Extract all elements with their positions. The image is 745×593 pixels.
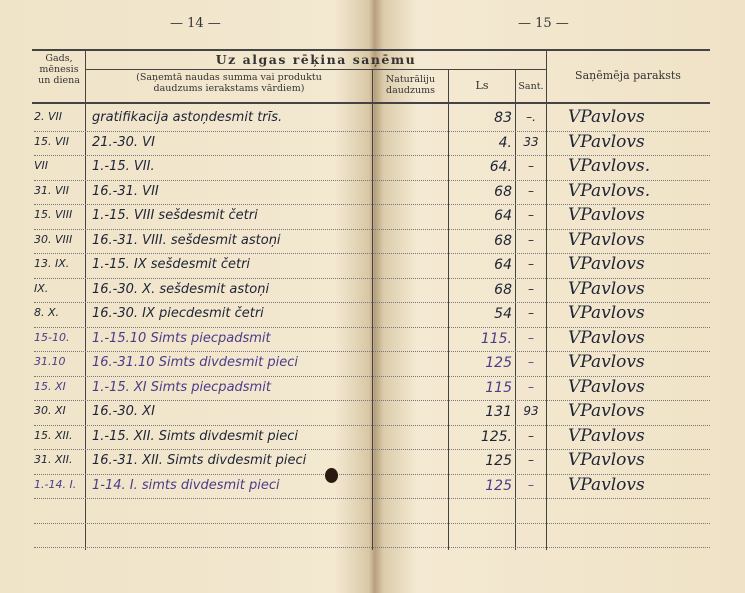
row-description: 1.-15. IX sešdesmit četri	[92, 257, 251, 272]
row-signature: VPavlovs	[568, 450, 645, 470]
row-date: IX.	[34, 282, 49, 295]
row-date: 30. VIII	[34, 233, 73, 246]
row-description: 1-14. I. simts divdesmit pieci	[92, 478, 280, 493]
top-rule	[32, 49, 710, 51]
row-description: 21.-30. VI	[92, 135, 155, 150]
row-description: gratifikacija astoņdesmit trīs.	[92, 110, 283, 125]
subheader-rule	[86, 69, 546, 70]
row-amount-ls: 4.	[498, 135, 512, 151]
row-signature: VPavlovs	[568, 377, 645, 397]
ink-blot	[325, 468, 338, 483]
col-rule-natural	[448, 70, 449, 550]
row-amount-sant: –.	[526, 110, 536, 124]
row-date: 8. X.	[34, 306, 60, 319]
col-rule-sant	[546, 50, 547, 550]
row-amount-sant: 93	[523, 404, 539, 418]
col-rule-desc	[372, 70, 373, 550]
row-signature: VPavlovs	[568, 426, 645, 446]
header-signature: Saņēmēja paraksts	[575, 69, 681, 82]
row-description: 16.-31. XII. Simts divdesmit pieci	[92, 453, 307, 468]
row-signature: VPavlovs	[568, 401, 645, 421]
row-amount-sant: –	[528, 208, 534, 222]
row-description: 16.-30. XI	[92, 404, 155, 419]
row-amount-sant: –	[528, 306, 534, 320]
row-amount-ls: 125.	[480, 429, 512, 445]
col-rule-date	[85, 50, 86, 550]
row-signature: VPavlovs	[568, 107, 645, 127]
row-date: 15. XII.	[34, 429, 73, 442]
row-date: 1.-14. I.	[34, 478, 77, 491]
row-signature: VPavlovs	[568, 230, 645, 250]
row-rule	[34, 523, 710, 524]
row-rule	[34, 547, 710, 548]
row-amount-ls: 64	[494, 208, 512, 224]
page-number-left: — 14 —	[170, 16, 221, 31]
row-signature: VPavlovs	[568, 132, 645, 152]
row-amount-sant: –	[528, 159, 534, 173]
header-sant: Sant.	[518, 81, 544, 92]
header-bottom-rule	[32, 102, 710, 104]
row-signature: VPavlovs.	[568, 156, 651, 176]
row-amount-sant: 33	[523, 135, 539, 149]
row-amount-sant: –	[528, 453, 534, 467]
col-rule-ls	[515, 70, 516, 550]
row-signature: VPavlovs	[568, 303, 645, 323]
row-signature: VPavlovs	[568, 328, 645, 348]
row-amount-sant: –	[528, 355, 534, 369]
row-amount-ls: 64	[494, 257, 512, 273]
row-amount-sant: –	[528, 380, 534, 394]
row-date: 13. IX.	[34, 257, 70, 270]
row-signature: VPavlovs	[568, 352, 645, 372]
row-date: 15. VIII	[34, 208, 73, 221]
row-description: 1.-15. VII.	[92, 159, 155, 174]
header-natural: Naturāliju daudzums	[385, 74, 436, 96]
row-amount-ls: 83	[494, 110, 512, 126]
row-amount-sant: –	[528, 429, 534, 443]
row-description: 1.-15. VIII sešdesmit četri	[92, 208, 258, 223]
row-amount-ls: 68	[494, 184, 512, 200]
row-date: 2. VII	[34, 110, 63, 123]
row-signature: VPavlovs	[568, 205, 645, 225]
row-date: 15. VII	[34, 135, 70, 148]
row-signature: VPavlovs	[568, 254, 645, 274]
row-description: 16.-31.10 Simts divdesmit pieci	[92, 355, 298, 370]
row-signature: VPavlovs.	[568, 181, 651, 201]
row-amount-sant: –	[528, 282, 534, 296]
row-date: 31. VII	[34, 184, 70, 197]
row-amount-ls: 125	[485, 478, 512, 494]
row-rule	[34, 498, 710, 499]
row-description: 16.-30. IX piecdesmit četri	[92, 306, 264, 321]
row-signature: VPavlovs	[568, 475, 645, 495]
row-signature: VPavlovs	[568, 279, 645, 299]
page-number-right: — 15 —	[518, 16, 569, 31]
row-amount-sant: –	[528, 331, 534, 345]
row-description: 16.-30. X. sešdesmit astoņi	[92, 282, 270, 297]
row-description: 1.-15.10 Simts piecpadsmit	[92, 331, 271, 346]
row-amount-sant: –	[528, 184, 534, 198]
row-amount-ls: 68	[494, 233, 512, 249]
row-amount-sant: –	[528, 233, 534, 247]
row-date: VII	[34, 159, 49, 172]
row-amount-ls: 131	[485, 404, 512, 420]
header-description: (Saņemtā naudas summa vai produktu daudzums ierakstams vārdiem)	[136, 72, 322, 94]
row-amount-ls: 115	[485, 380, 512, 396]
row-date: 15-10.	[34, 331, 70, 344]
header-ls: Ls	[475, 79, 489, 92]
row-description: 16.-31. VII	[92, 184, 159, 199]
row-amount-ls: 54	[494, 306, 512, 322]
row-description: 1.-15. XII. Simts divdesmit pieci	[92, 429, 298, 444]
row-description: 16.-31. VIII. sešdesmit astoņi	[92, 233, 281, 248]
row-amount-ls: 68	[494, 282, 512, 298]
row-amount-sant: –	[528, 478, 534, 492]
row-amount-ls: 115.	[480, 331, 512, 347]
row-date: 30. XI	[34, 404, 66, 417]
row-amount-ls: 125	[485, 355, 512, 371]
row-date: 31.10	[34, 355, 66, 368]
row-description: 1.-15. XI Simts piecpadsmit	[92, 380, 271, 395]
row-amount-ls: 64.	[489, 159, 512, 175]
header-date: Gads, mēnesis un diena	[38, 53, 80, 86]
row-date: 31. XII.	[34, 453, 73, 466]
header-main-title: Uz algas rēķina saņēmu	[215, 52, 417, 67]
row-amount-ls: 125	[485, 453, 512, 469]
row-date: 15. XI	[34, 380, 66, 393]
row-amount-sant: –	[528, 257, 534, 271]
